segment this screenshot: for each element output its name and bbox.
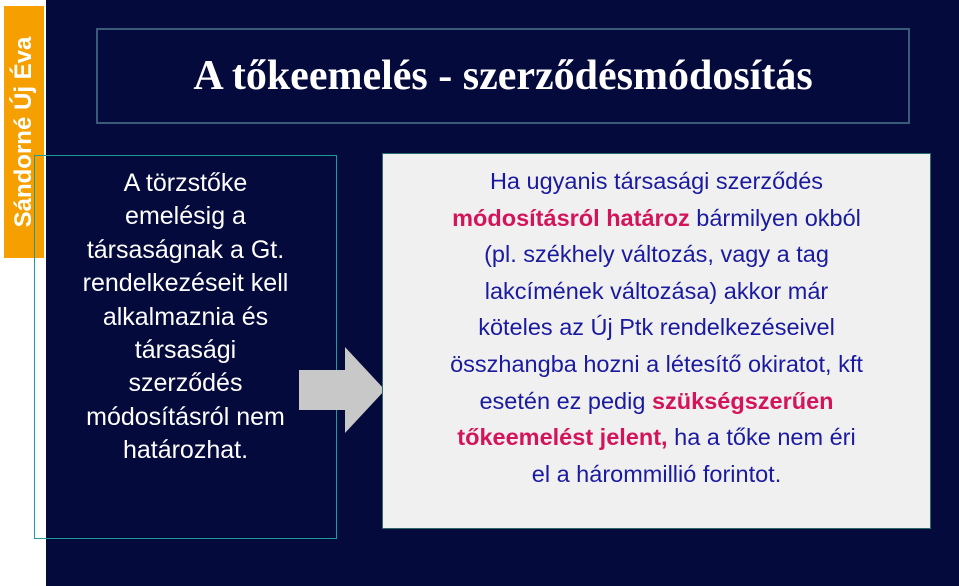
highlight-text: szükségszerűen (651, 387, 834, 414)
left-line: rendelkezéseit kell (82, 269, 289, 298)
page-title: A tőkeemelés - szerződésmódosítás (193, 53, 813, 99)
right-line: módosításról határoz bármilyen okból (452, 204, 861, 231)
left-line: módosításról nem (86, 402, 285, 431)
left-line: társasági (134, 336, 237, 365)
left-line: társaságnak a Gt. (86, 235, 285, 264)
left-text-panel (34, 155, 337, 539)
right-line: el a hárommillió forintot. (531, 460, 782, 487)
right-line: összhangba hozni a létesítő okiratot, kft (450, 350, 863, 377)
left-line: emelésig a (125, 202, 246, 231)
right-line: tőkeemelést jelent, ha a tőke nem éri (457, 424, 856, 451)
highlight-text: tőkeemelést jelent, (457, 424, 668, 451)
right-line: lakcímének változása) akkor már (484, 277, 829, 304)
right-line: (pl. székhely változás, vagy a tag (484, 241, 829, 268)
title-box (96, 28, 910, 124)
right-line: Ha ugyanis társasági szerződés (489, 168, 824, 194)
right-line: esetén ez pedig szükségszerűen (479, 387, 834, 414)
highlight-text: módosításról határoz (452, 204, 690, 231)
left-line: szerződés (128, 369, 243, 398)
left-line: A törzstőke (123, 169, 248, 197)
right-text-panel (382, 153, 931, 529)
author-label: Sándorné Új Éva (10, 36, 37, 228)
arrow-right-icon (299, 347, 385, 433)
right-line: köteles az Új Ptk rendelkezéseivel (478, 314, 835, 341)
left-line: alkalmaznia és (102, 302, 269, 331)
left-line: határozhat. (122, 436, 249, 465)
